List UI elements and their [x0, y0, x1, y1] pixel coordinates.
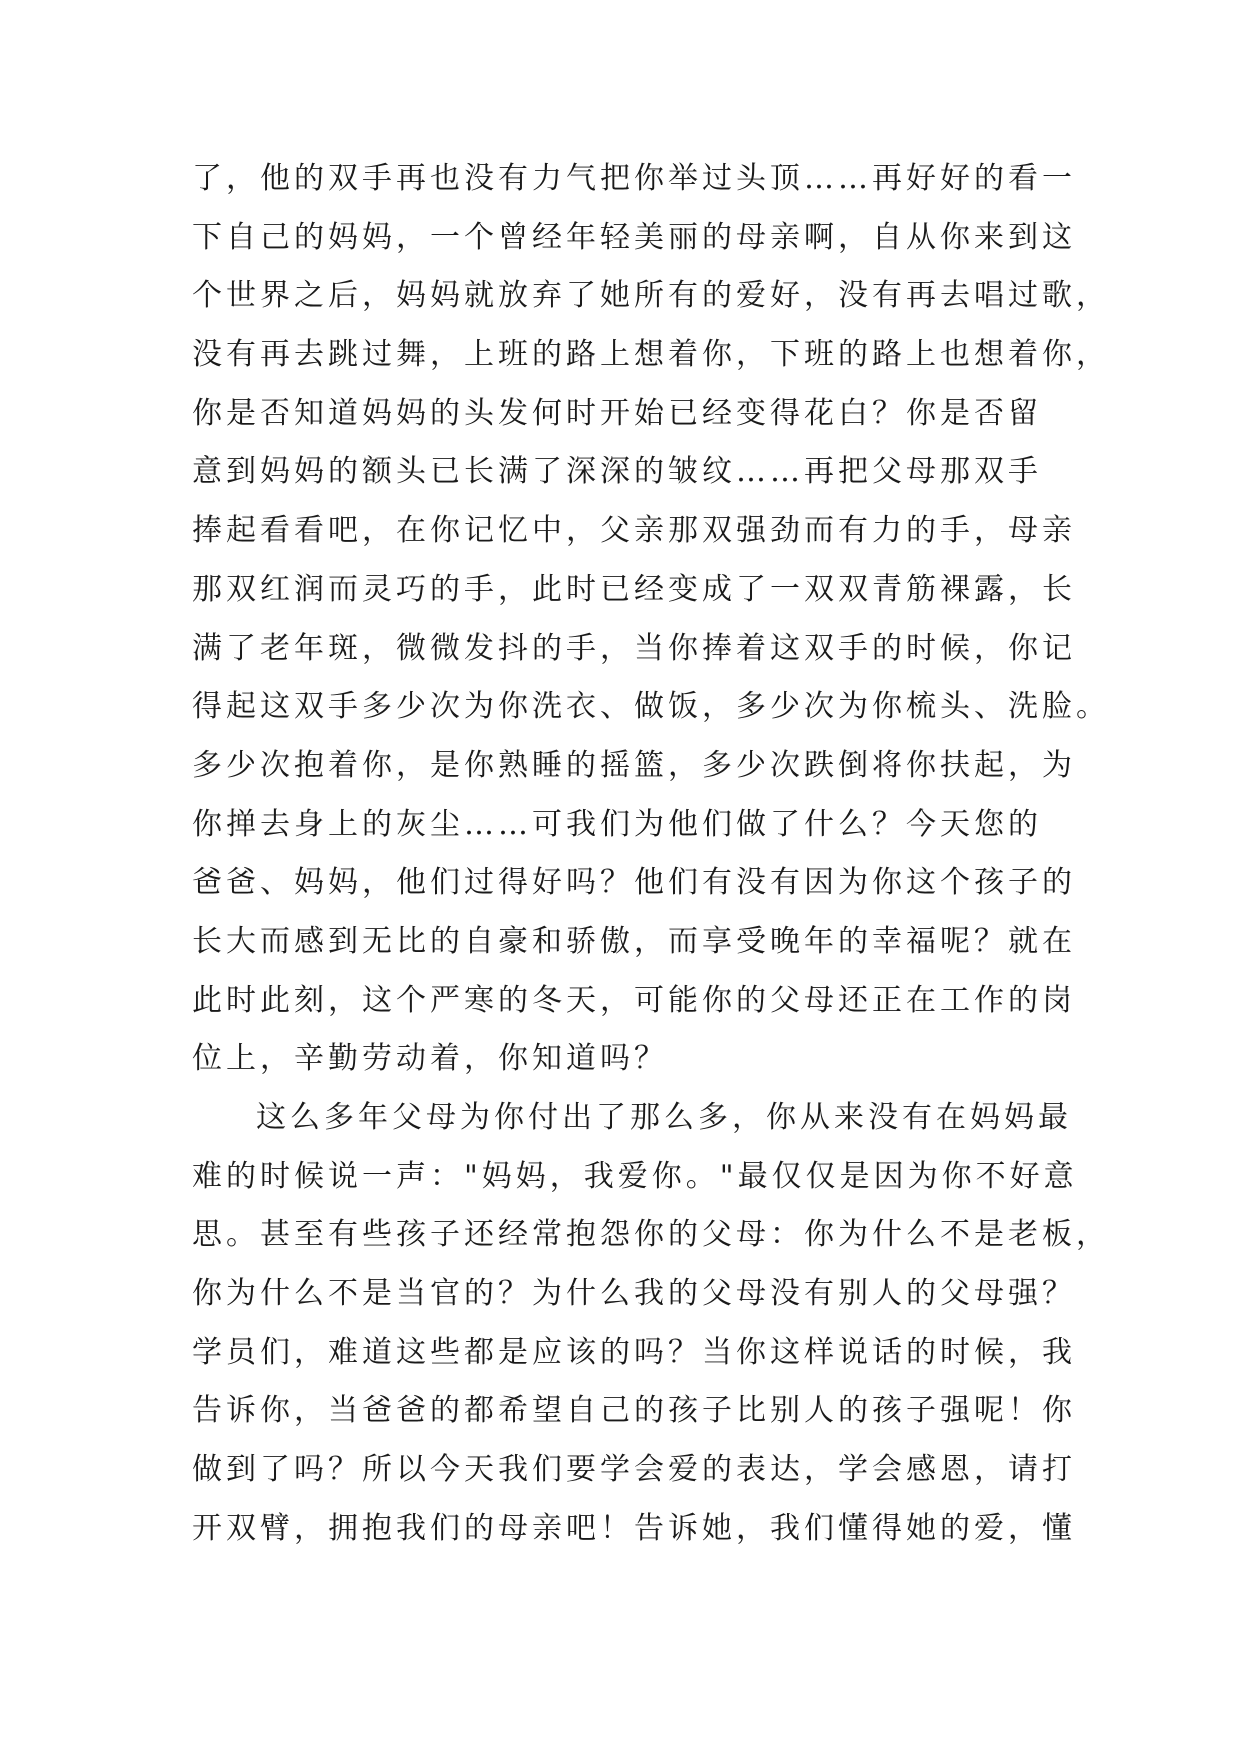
text-line: 此时此刻，这个严寒的冬天，可能你的父母还正在工作的岗 [192, 982, 1076, 1018]
text-line: 意到妈妈的额头已长满了深深的皱纹……再把父母那双手 [192, 454, 1042, 490]
text-line: 捧起看看吧，在你记忆中，父亲那双强劲而有力的手，母亲 [192, 513, 1076, 549]
text-line: 你掸去身上的灰尘……可我们为他们做了什么？今天您的 [192, 806, 1042, 842]
text-line: 得起这双手多少次为你洗衣、做饭，多少次为你梳头、洗脸。 [192, 689, 1110, 725]
text-line: 那双红润而灵巧的手，此时已经变成了一双双青筋裸露，长 [192, 571, 1076, 607]
text-line: 你为什么不是当官的？为什么我的父母没有别人的父母强？ [192, 1276, 1076, 1312]
text-line: 开双臂，拥抱我们的母亲吧！告诉她，我们懂得她的爱，懂 [192, 1510, 1076, 1546]
text-line: 满了老年斑，微微发抖的手，当你捧着这双手的时候，你记 [192, 630, 1076, 666]
text-line: 长大而感到无比的自豪和骄傲，而享受晚年的幸福呢？就在 [192, 923, 1076, 959]
text-line: 了，他的双手再也没有力气把你举过头顶……再好好的看一 [192, 161, 1076, 196]
text-line: 没有再去跳过舞，上班的路上想着你，下班的路上也想着你， [192, 337, 1110, 373]
paragraph-1 [192, 150, 1110, 1089]
text-line: 爸爸、妈妈，他们过得好吗？他们有没有因为你这个孩子的 [192, 865, 1076, 901]
text-line: 做到了吗？所以今天我们要学会爱的表达，学会感恩，请打 [192, 1452, 1076, 1488]
text-line: 这么多年父母为你付出了那么多，你从来没有在妈妈最 [256, 1100, 1072, 1135]
text-line: 难的时候说一声："妈妈，我爱你。"最仅仅是因为你不好意 [192, 1158, 1078, 1194]
text-line: 你是否知道妈妈的头发何时开始已经变得花白？你是否留 [192, 395, 1042, 431]
paragraph-2 [192, 1089, 1110, 1559]
text-line: 位上，辛勤劳动着，你知道吗？ [192, 1041, 668, 1077]
body-text [192, 150, 1110, 1559]
text-line: 思。甚至有些孩子还经常抱怨你的父母：你为什么不是老板， [192, 1217, 1110, 1253]
text-line: 学员们，难道这些都是应该的吗？当你这样说话的时候，我 [192, 1334, 1076, 1370]
text-line: 多少次抱着你，是你熟睡的摇篮，多少次跌倒将你扶起，为 [192, 747, 1076, 783]
text-line: 下自己的妈妈，一个曾经年轻美丽的母亲啊，自从你来到这 [192, 219, 1076, 255]
text-line: 个世界之后，妈妈就放弃了她所有的爱好，没有再去唱过歌， [192, 278, 1110, 314]
text-line: 告诉你，当爸爸的都希望自己的孩子比别人的孩子强呢！你 [192, 1393, 1076, 1429]
